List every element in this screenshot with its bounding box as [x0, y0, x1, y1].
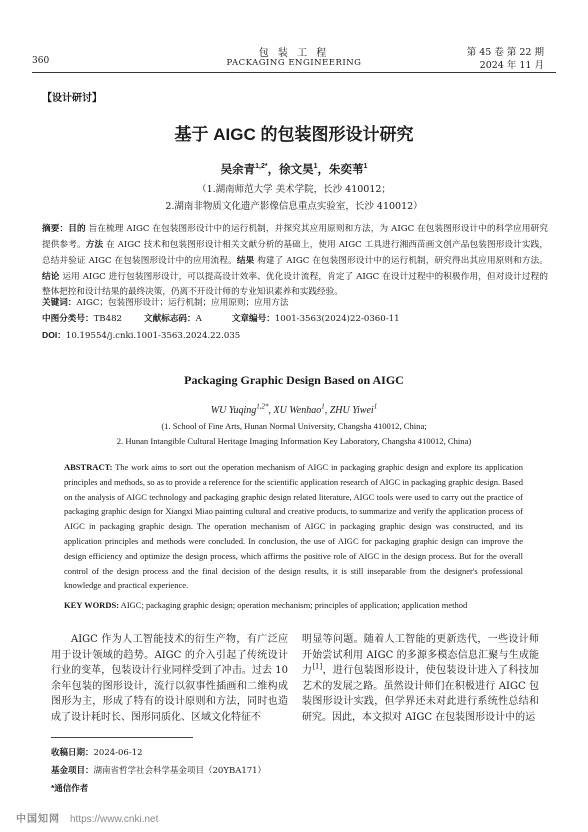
- author-en-3: ZHU Yiwei: [329, 405, 374, 416]
- footnote-fund: [51, 764, 266, 776]
- article-no-value: 1001-3563(2024)22-0360-11: [274, 314, 400, 324]
- received-date: 2024-06-12: [93, 748, 143, 758]
- journal-name-cn: 包 装 工 程: [258, 48, 330, 59]
- fund-text: 湖南省哲学社会科学基金项目（20YBA171）: [93, 766, 267, 776]
- abstract-methods-label: 方法: [85, 239, 104, 249]
- author-en-1: WU Yuqing: [210, 405, 257, 416]
- author-3: 朱奕苇: [328, 164, 364, 176]
- abstract-conclusion: 运用 AIGC 进行包装图形设计，可以提高设计效率、优化设计流程，肯定了 AIGC 在设计过程中的积极作用，但对设计过程的整体把控和设计结果的最终决策，仍离不开设计师的专业知识素养和实践经验。: [42, 272, 548, 297]
- keywords-en: [64, 600, 467, 610]
- authors-en: [0, 402, 588, 416]
- footnote-divider: [51, 737, 193, 738]
- affiliation-cn-1: （1.湖南师范大学 美术学院，长沙 410012；: [197, 184, 391, 195]
- doi-value: 10.19554/j.cnki.1001-3563.2024.22.035: [65, 331, 241, 341]
- author-en-1-sup: 1,2*: [256, 402, 269, 411]
- abstract-en: [64, 460, 523, 593]
- affiliation-en-2: 2. Hunan Intangible Cultural Heritage Imaging Information Key Laboratory, Changsha 410012, China): [116, 436, 472, 446]
- clc-value: TB482: [93, 314, 123, 324]
- footnote-received: [51, 746, 143, 758]
- cnki-url: https://www.cnki.net: [70, 814, 159, 825]
- abstract-results: 构建了 AIGC 在包装图形设计中的运行机制，研究得出其应用原则和方法。: [254, 256, 548, 266]
- abstract-conclusion-label: 结论: [42, 271, 60, 281]
- keywords-cn-label: 关键词：: [42, 297, 77, 307]
- doc-code-label: 文献标志码：: [144, 313, 196, 323]
- abstract-en-label: ABSTRACT:: [64, 462, 113, 472]
- author-en-sep: ,: [324, 405, 330, 416]
- body-right-text-a: 明显等问题。随着人工智能的更新迭代，一些设计师开始尝试利用 AIGC 的多源多模态信息汇聚与生成能力: [302, 634, 539, 676]
- abstract-methods: 在 AIGC 技术和包装图形设计相关文献分析的基础上，使用 AIGC 工具进行湘西苗画文创产品包装图形设计实践，总结并验证 AIGC 在包装图形设计中的应用流程。: [42, 240, 548, 266]
- clc-label: 中图分类号：: [42, 313, 94, 323]
- column-tag: 【设计研讨】: [42, 93, 102, 104]
- authors-cn: [0, 161, 588, 177]
- author-2-sup: 1: [313, 163, 318, 171]
- abstract-results-label: 结果: [236, 255, 255, 265]
- article-no-label: 文章编号：: [231, 313, 275, 323]
- author-en-2-sup: 1: [321, 402, 325, 411]
- author-3-sup: 1: [363, 163, 368, 171]
- body-right-text-b: ，进行包装图形设计，使包装设计进入了科技加艺术的发展之路。虽然设计师们在积极进行 AIGC 包装图形设计实践，但学界还未对此进行系统性总结和研究。因此，本文拟对 AIGC 在包装图形设计中的运: [302, 665, 540, 723]
- body-column-right: [302, 632, 539, 725]
- publication-date: 2024 年 11 月: [479, 60, 544, 71]
- footnote-corresponding: *通信作者: [51, 783, 89, 793]
- page-number: 360: [32, 56, 50, 66]
- author-2: 徐文昊: [279, 164, 314, 176]
- cnki-watermark: [16, 810, 158, 825]
- citation-ref: [1]: [312, 662, 323, 671]
- abstract-label: 摘要：: [42, 223, 69, 233]
- abstract-purpose: 旨在梳理 AIGC 在包装图形设计中的运行机制，并探究其应用原则和方法，为 AIGC 在包装图形设计中的科学应用研究提供参考。: [42, 224, 548, 250]
- title-en: Packaging Graphic Design Based on AIGC: [184, 373, 404, 387]
- author-en-2: XU Wenhao: [273, 405, 322, 416]
- fund-label: 基金项目：: [51, 765, 94, 775]
- author-sep: ，: [267, 164, 280, 176]
- doi-line: [42, 329, 240, 341]
- doc-code-value: A: [195, 314, 202, 324]
- header-divider: [32, 72, 556, 73]
- author-1: 吴余青: [220, 164, 256, 176]
- classification-line: [42, 312, 548, 324]
- abstract-en-text: The work aims to sort out the operation mechanism of AIGC in packaging graphic design and explore its application principles and methods, so as to provide a reference for the scientific application research of AIGC in packaging graphic design. Based on the analysis of AIGC technology and packaging graphic design related literature, AIGC tools were used to carry out the practice of packaging graphic design for Xiangxi Miao painting cultural and creative products, to summarize and verify the application process of AIGC in packaging graphic design. The operation mechanism of AIGC in packaging graphic design was constructed, and its application principles and methods were concluded. In conclusion, the use of AIGC for packaging graphic design can improve the design efficiency and optimize the design process, which affirms the positive role of AIGC in the design process. But for the overall control of the design process and the final decision of the design results, it is still inseparable from the designer's professional knowledge and practical experience.: [64, 462, 523, 591]
- keywords-cn: [42, 296, 289, 308]
- volume-issue: 第 45 卷 第 22 期: [466, 47, 544, 58]
- doi-label: DOI：: [42, 330, 66, 340]
- author-1-sup: 1,2*: [255, 163, 268, 171]
- abstract-cn: [42, 221, 548, 300]
- title-cn: 基于 AIGC 的包装图形设计研究: [174, 125, 414, 144]
- author-en-sep: ,: [268, 405, 274, 416]
- author-en-3-sup: 1: [373, 402, 378, 411]
- keywords-cn-text: AIGC；包装图形设计；运行机制；应用原则；应用方法: [76, 298, 289, 308]
- abstract-purpose-label: 目的: [68, 223, 86, 233]
- keywords-en-label: KEY WORDS:: [64, 600, 120, 610]
- author-sep: ，: [317, 164, 329, 176]
- cnki-logo: 中国知网: [16, 814, 60, 825]
- affiliation-cn-2: 2.湖南非物质文化遗产影像信息重点实验室，长沙 410012）: [165, 201, 423, 212]
- journal-name-en: PACKAGING ENGINEERING: [226, 58, 362, 68]
- affiliation-en-1: (1. School of Fine Arts, Hunan Normal University, Changsha 410012, China;: [161, 421, 427, 431]
- received-label: 收稿日期：: [51, 747, 94, 757]
- body-column-left: AIGC 作为人工智能技术的衍生产物，有广泛应用于设计领域的趋势。AIGC 的介入引起了传统设计行业的变革，包装设计行业同样受到了冲击。过去 10 余年包装的图形设计，流行以叙事性插画和二维构成图形为主，形成了特有的设计原则和方法，同时也造成了设计耗时长、图形同质化、区域文化特征不: [51, 634, 288, 723]
- keywords-en-text: AIGC; packaging graphic design; operation mechanism; principles of application; application method: [119, 600, 468, 610]
